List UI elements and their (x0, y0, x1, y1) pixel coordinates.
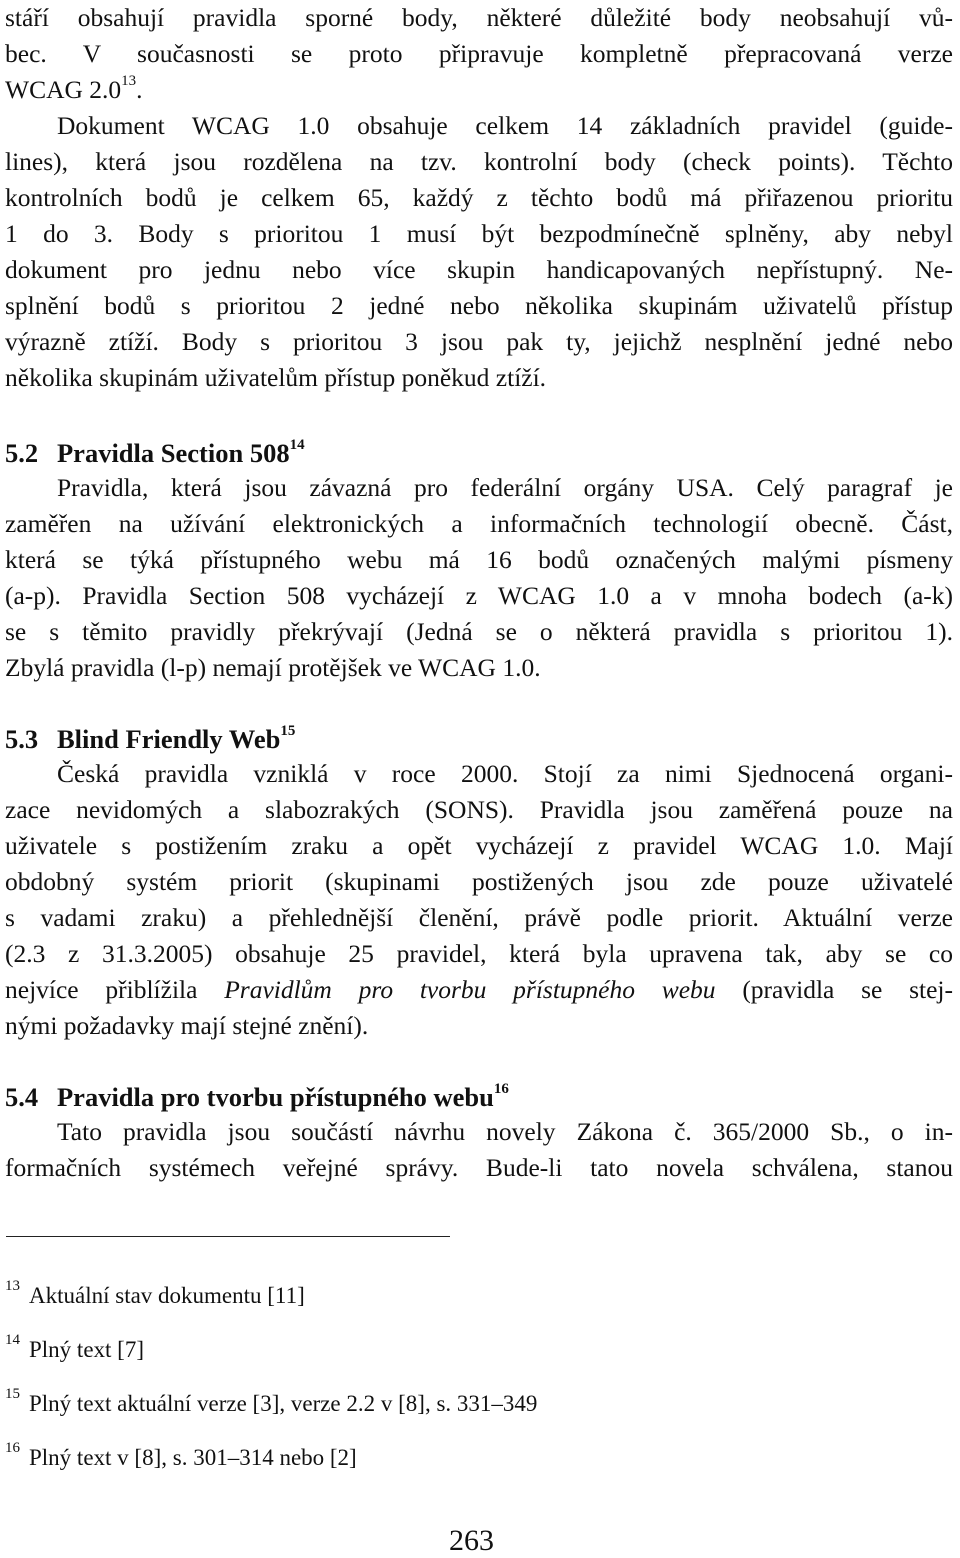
paragraph-line: uživatele s postižením zraku a opět vycházejí z pravidel WCAG 1.0. Mají (5, 831, 953, 860)
footnote-number: 14 (5, 1332, 20, 1348)
paragraph-line: WCAG $2.0^{13}$. (5, 73, 143, 104)
footnote-16 (5, 1441, 357, 1475)
section-heading-5-2 (5, 433, 305, 473)
wcag-version-text: WCAG 2.0 (5, 75, 122, 104)
paragraph-line: několika skupinám uživatelům přístup poněkud ztíží. (5, 363, 547, 392)
footnote-text: Plný text v [8], s. 301–314 nebo [2] (29, 1445, 357, 1470)
footnote-15 (5, 1387, 537, 1421)
section-heading-5-3 (5, 719, 295, 759)
paragraph-line: zaměřen na užívání elektronických a informačních technologií obecně. Část, (5, 509, 953, 538)
paragraph-line: 1 do 3. Body s prioritou 1 musí být bezpodmínečně splněny, aby nebyl (5, 219, 953, 248)
paragraph-line: splnění bodů s prioritou 2 jedné nebo několika skupinám uživatelů přístup (5, 291, 953, 320)
footnote-ref-14[interactable]: 14 (289, 437, 305, 453)
paragraph-line: se s těmito pravidly překrývají (Jedná se o některá pravidla s prioritou 1). (5, 617, 953, 646)
paragraph-line: nými požadavky mají stejné znění). (5, 1011, 369, 1040)
paragraph-line: výrazně ztíží. Body s prioritou 3 jsou pak ty, jejichž nesplnění jedné nebo (5, 327, 953, 356)
paragraph-line: s vadami zraku) a přehlednější členění, právě podle priorit. Aktuální verze (5, 903, 953, 932)
paragraph-line: Pravidla, která jsou závazná pro federální orgány USA. Celý paragraf je (57, 473, 953, 502)
paragraph-line: formačních systémech veřejné správy. Bude-li tato novela schválena, stanou (5, 1153, 953, 1182)
footnote-ref-13[interactable]: 13 (121, 73, 137, 89)
paragraph-line (5, 972, 953, 1008)
paragraph-line: (2.3 z 31.3.2005) obsahuje 25 pravidel, která byla upravena tak, aby se co (5, 939, 953, 968)
footnote-text: Plný text [7] (29, 1337, 144, 1362)
footnote-number: 13 (5, 1278, 20, 1294)
paragraph-line: kontrolních bodů je celkem 65, každý z těchto bodů má přiřazenou prioritu (5, 183, 953, 212)
paragraph-line: stáří obsahují pravidla sporné body, některé důležité body neobsahují vů- (5, 3, 953, 32)
section-title: Blind Friendly Web (57, 724, 281, 754)
text-run: (pravidla se stej- (742, 975, 953, 1004)
paragraph-line: lines), která jsou rozdělena na tzv. kontrolní body (check points). Těchto (5, 147, 953, 176)
section-title: Pravidla Section 508 (57, 438, 290, 468)
section-number: 5.2 (5, 438, 39, 468)
paragraph-line: (a-p). Pravidla Section 508 vycházejí z WCAG 1.0 a v mnoha bodech (a-k) (5, 581, 953, 610)
paragraph-line: zace nevidomých a slabozrakých (SONS). Pravidla jsou zaměřená pouze na (5, 795, 953, 824)
paragraph-line: která se týká přístupného webu má 16 bodů označených malými písmeny (5, 545, 953, 574)
footnote-ref-16[interactable]: 16 (493, 1081, 509, 1097)
paragraph-line: Dokument WCAG 1.0 obsahuje celkem 14 základních pravidel (guide- (57, 111, 953, 140)
document-title-italic: Pravidlům pro tvorbu přístupného webu (224, 975, 716, 1004)
section-number: 5.3 (5, 724, 39, 754)
paragraph-line: bec. V současnosti se proto připravuje kompletně přepracovaná verze (5, 39, 953, 68)
paragraph-line: Česká pravidla vzniklá v roce 2000. Stojí za nimi Sjednocená organi- (57, 759, 953, 788)
footnote-14 (5, 1333, 144, 1367)
footnote-separator (6, 1236, 450, 1237)
footnote-ref-15[interactable]: 15 (280, 723, 296, 739)
footnote-text: Aktuální stav dokumentu [11] (29, 1283, 305, 1308)
section-title: Pravidla pro tvorbu přístupného webu (57, 1082, 494, 1112)
paragraph-line: dokument pro jednu nebo více skupin handicapovaných nepřístupný. Ne- (5, 255, 953, 284)
paragraph-line: obdobný systém priorit (skupinami postižených jsou zde pouze uživatelé (5, 867, 953, 896)
paragraph-line: Zbylá pravidla (l-p) nemají protějšek ve WCAG 1.0. (5, 653, 541, 682)
footnote-13 (5, 1279, 305, 1313)
footnote-number: 15 (5, 1386, 20, 1402)
text-run: nejvíce přiblížila (5, 975, 198, 1004)
section-heading-5-4 (5, 1077, 509, 1117)
section-number: 5.4 (5, 1082, 39, 1112)
footnote-text: Plný text aktuální verze [3], verze 2.2 v [8], s. 331–349 (29, 1391, 538, 1416)
page-number: 263 (449, 1524, 494, 1557)
paragraph-line: Tato pravidla jsou součástí návrhu novely Zákona č. 365/2000 Sb., o in- (57, 1117, 953, 1146)
footnote-number: 16 (5, 1440, 20, 1456)
